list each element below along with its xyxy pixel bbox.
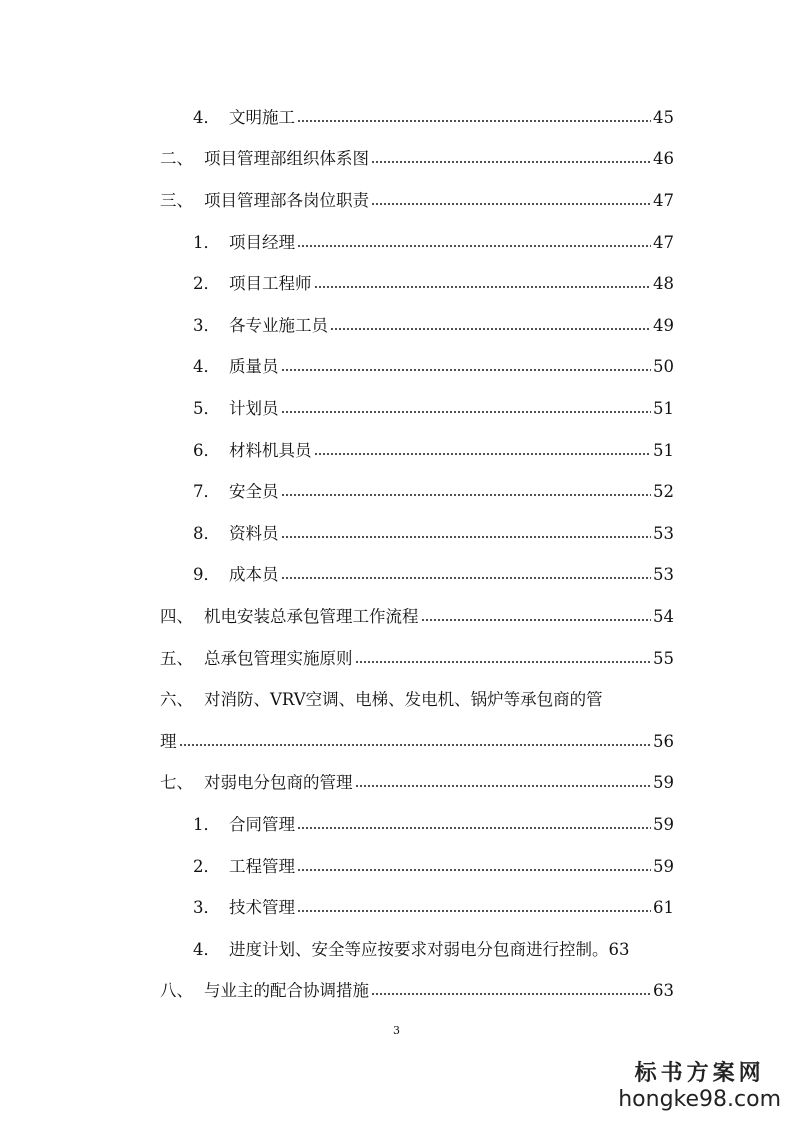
- toc-entry-title: 质量员: [229, 357, 279, 376]
- toc-entry-number: 4．: [193, 108, 220, 127]
- toc-entry-page: 63: [608, 940, 630, 959]
- toc-entry[interactable]: [160, 141, 674, 169]
- toc-entry-number: 3．: [193, 316, 220, 335]
- toc-entry-title: 资料员: [229, 524, 279, 543]
- toc-entry[interactable]: [160, 682, 674, 710]
- toc-entry[interactable]: [160, 599, 674, 627]
- toc-entry-number: 3．: [193, 898, 220, 917]
- dot-leader: [421, 618, 652, 622]
- toc-entry[interactable]: [160, 641, 674, 669]
- toc-entry[interactable]: [193, 474, 674, 502]
- dot-leader: [297, 909, 651, 913]
- toc-entry-number: 2．: [193, 274, 220, 293]
- toc-entry-number: 1．: [193, 233, 220, 252]
- toc-entry-title: 文明施工: [229, 108, 295, 127]
- toc-entry[interactable]: [193, 557, 674, 585]
- dot-leader: [179, 743, 652, 747]
- toc-entry-number: 8．: [193, 524, 220, 543]
- toc-entry[interactable]: [193, 932, 674, 960]
- toc-entry-page: 56: [653, 732, 674, 751]
- dot-leader: [281, 576, 652, 580]
- toc-entry-title: 安全员: [229, 482, 279, 501]
- dot-leader: [297, 244, 651, 248]
- toc-entry-number: 9．: [193, 565, 220, 584]
- toc-entry-page: 53: [653, 524, 674, 543]
- toc-entry-page: 53: [653, 565, 674, 584]
- dot-leader: [371, 202, 651, 206]
- toc-entry-page: 47: [653, 191, 674, 210]
- toc-entry-page: 51: [653, 441, 674, 460]
- dot-leader: [281, 493, 652, 497]
- dot-leader: [297, 826, 651, 830]
- toc-entry-page: 59: [653, 815, 674, 834]
- toc-entry[interactable]: [193, 391, 674, 419]
- toc-entry[interactable]: [160, 765, 674, 793]
- toc-entry-page: 46: [653, 149, 674, 168]
- toc-entry[interactable]: [193, 849, 674, 877]
- toc-entry-title: 成本员: [229, 565, 279, 584]
- toc-entry-number: 1．: [193, 815, 220, 834]
- dot-leader: [371, 992, 651, 996]
- toc-entry-title: 进度计划、安全等应按要求对弱电分包商进行控制。: [229, 940, 609, 959]
- toc-entry-number: 二、: [160, 149, 193, 168]
- toc-entry-page: 61: [653, 898, 674, 917]
- toc-entry[interactable]: [193, 266, 674, 294]
- toc-entry-number: 八、: [160, 981, 193, 1000]
- toc-entry-page: 49: [653, 316, 674, 335]
- toc-entry-number: 7．: [193, 482, 220, 501]
- toc-entry-number: 2．: [193, 857, 220, 876]
- toc-entry-title: 技术管理: [229, 898, 295, 917]
- toc-entry-title: 对消防、VRV空调、电梯、发电机、锅炉等承包商的管: [204, 690, 603, 709]
- toc-entry-number: 4．: [193, 357, 220, 376]
- toc-entry-page: 55: [653, 649, 674, 668]
- toc-entry-title: 机电安装总承包管理工作流程: [204, 607, 419, 626]
- dot-leader: [355, 660, 652, 664]
- toc-entry-continuation[interactable]: [160, 724, 674, 752]
- toc-entry-page: 54: [653, 607, 674, 626]
- toc-entry[interactable]: [193, 225, 674, 253]
- toc-entry-title: 工程管理: [229, 857, 295, 876]
- toc-entry-page: 47: [653, 233, 674, 252]
- toc-entry-page: 50: [653, 357, 674, 376]
- toc-entry[interactable]: [193, 349, 674, 377]
- toc-entry-page: 52: [653, 482, 674, 501]
- dot-leader: [281, 410, 652, 414]
- toc-entry[interactable]: [160, 973, 674, 1001]
- toc-entry-page: 63: [653, 981, 674, 1000]
- dot-leader: [297, 119, 651, 123]
- toc-entry-title: 各专业施工员: [229, 316, 328, 335]
- dot-leader: [281, 535, 652, 539]
- dot-leader: [297, 868, 651, 872]
- toc-entry-number: 4．: [193, 940, 220, 959]
- toc-entry-title: 项目管理部各岗位职责: [204, 191, 369, 210]
- toc-entry-number: 四、: [160, 607, 193, 626]
- toc-entry[interactable]: [193, 308, 674, 336]
- dot-leader: [371, 160, 651, 164]
- dot-leader: [355, 784, 652, 788]
- toc-entry-title: 与业主的配合协调措施: [204, 981, 369, 1000]
- watermark-logo: [618, 1056, 781, 1112]
- toc-entry-title: 合同管理: [229, 815, 295, 834]
- toc-entry[interactable]: [160, 183, 674, 211]
- toc-entry-title: 总承包管理实施原则: [204, 649, 353, 668]
- toc-entry-number: 6．: [193, 441, 220, 460]
- dot-leader: [314, 452, 652, 456]
- toc-entry[interactable]: [193, 516, 674, 544]
- toc-entry-page: 59: [653, 857, 674, 876]
- toc-entry-page: 59: [653, 773, 674, 792]
- dot-leader: [281, 368, 652, 372]
- toc-entry-title-continuation: 理: [160, 732, 177, 751]
- toc-entry-title: 项目经理: [229, 233, 295, 252]
- toc-entry-number: 5．: [193, 399, 220, 418]
- toc-entry[interactable]: [193, 890, 674, 918]
- toc-entry[interactable]: [193, 100, 674, 128]
- toc-entry-title: 对弱电分包商的管理: [204, 773, 353, 792]
- toc-entry[interactable]: [193, 807, 674, 835]
- toc-entry-page: 45: [653, 108, 674, 127]
- watermark-cn: 标书方案网: [634, 1061, 765, 1086]
- toc-entry-page: 48: [653, 274, 674, 293]
- toc-entry-number: 五、: [160, 649, 193, 668]
- toc-entry-title: 项目工程师: [229, 274, 312, 293]
- toc-entry-number: 七、: [160, 773, 193, 792]
- dot-leader: [330, 327, 651, 331]
- toc-entry-title: 计划员: [229, 399, 279, 418]
- toc-entry-title: 材料机具员: [229, 441, 312, 460]
- toc-entry-number: 三、: [160, 191, 193, 210]
- toc-entry-title: 项目管理部组织体系图: [204, 149, 369, 168]
- toc-entry-number: 六、: [160, 690, 193, 709]
- dot-leader: [314, 285, 652, 289]
- toc-entry-page: 51: [653, 399, 674, 418]
- toc-entry[interactable]: [193, 433, 674, 461]
- watermark-en: hongke98.com: [618, 1087, 781, 1112]
- page-number: 3: [393, 1024, 400, 1037]
